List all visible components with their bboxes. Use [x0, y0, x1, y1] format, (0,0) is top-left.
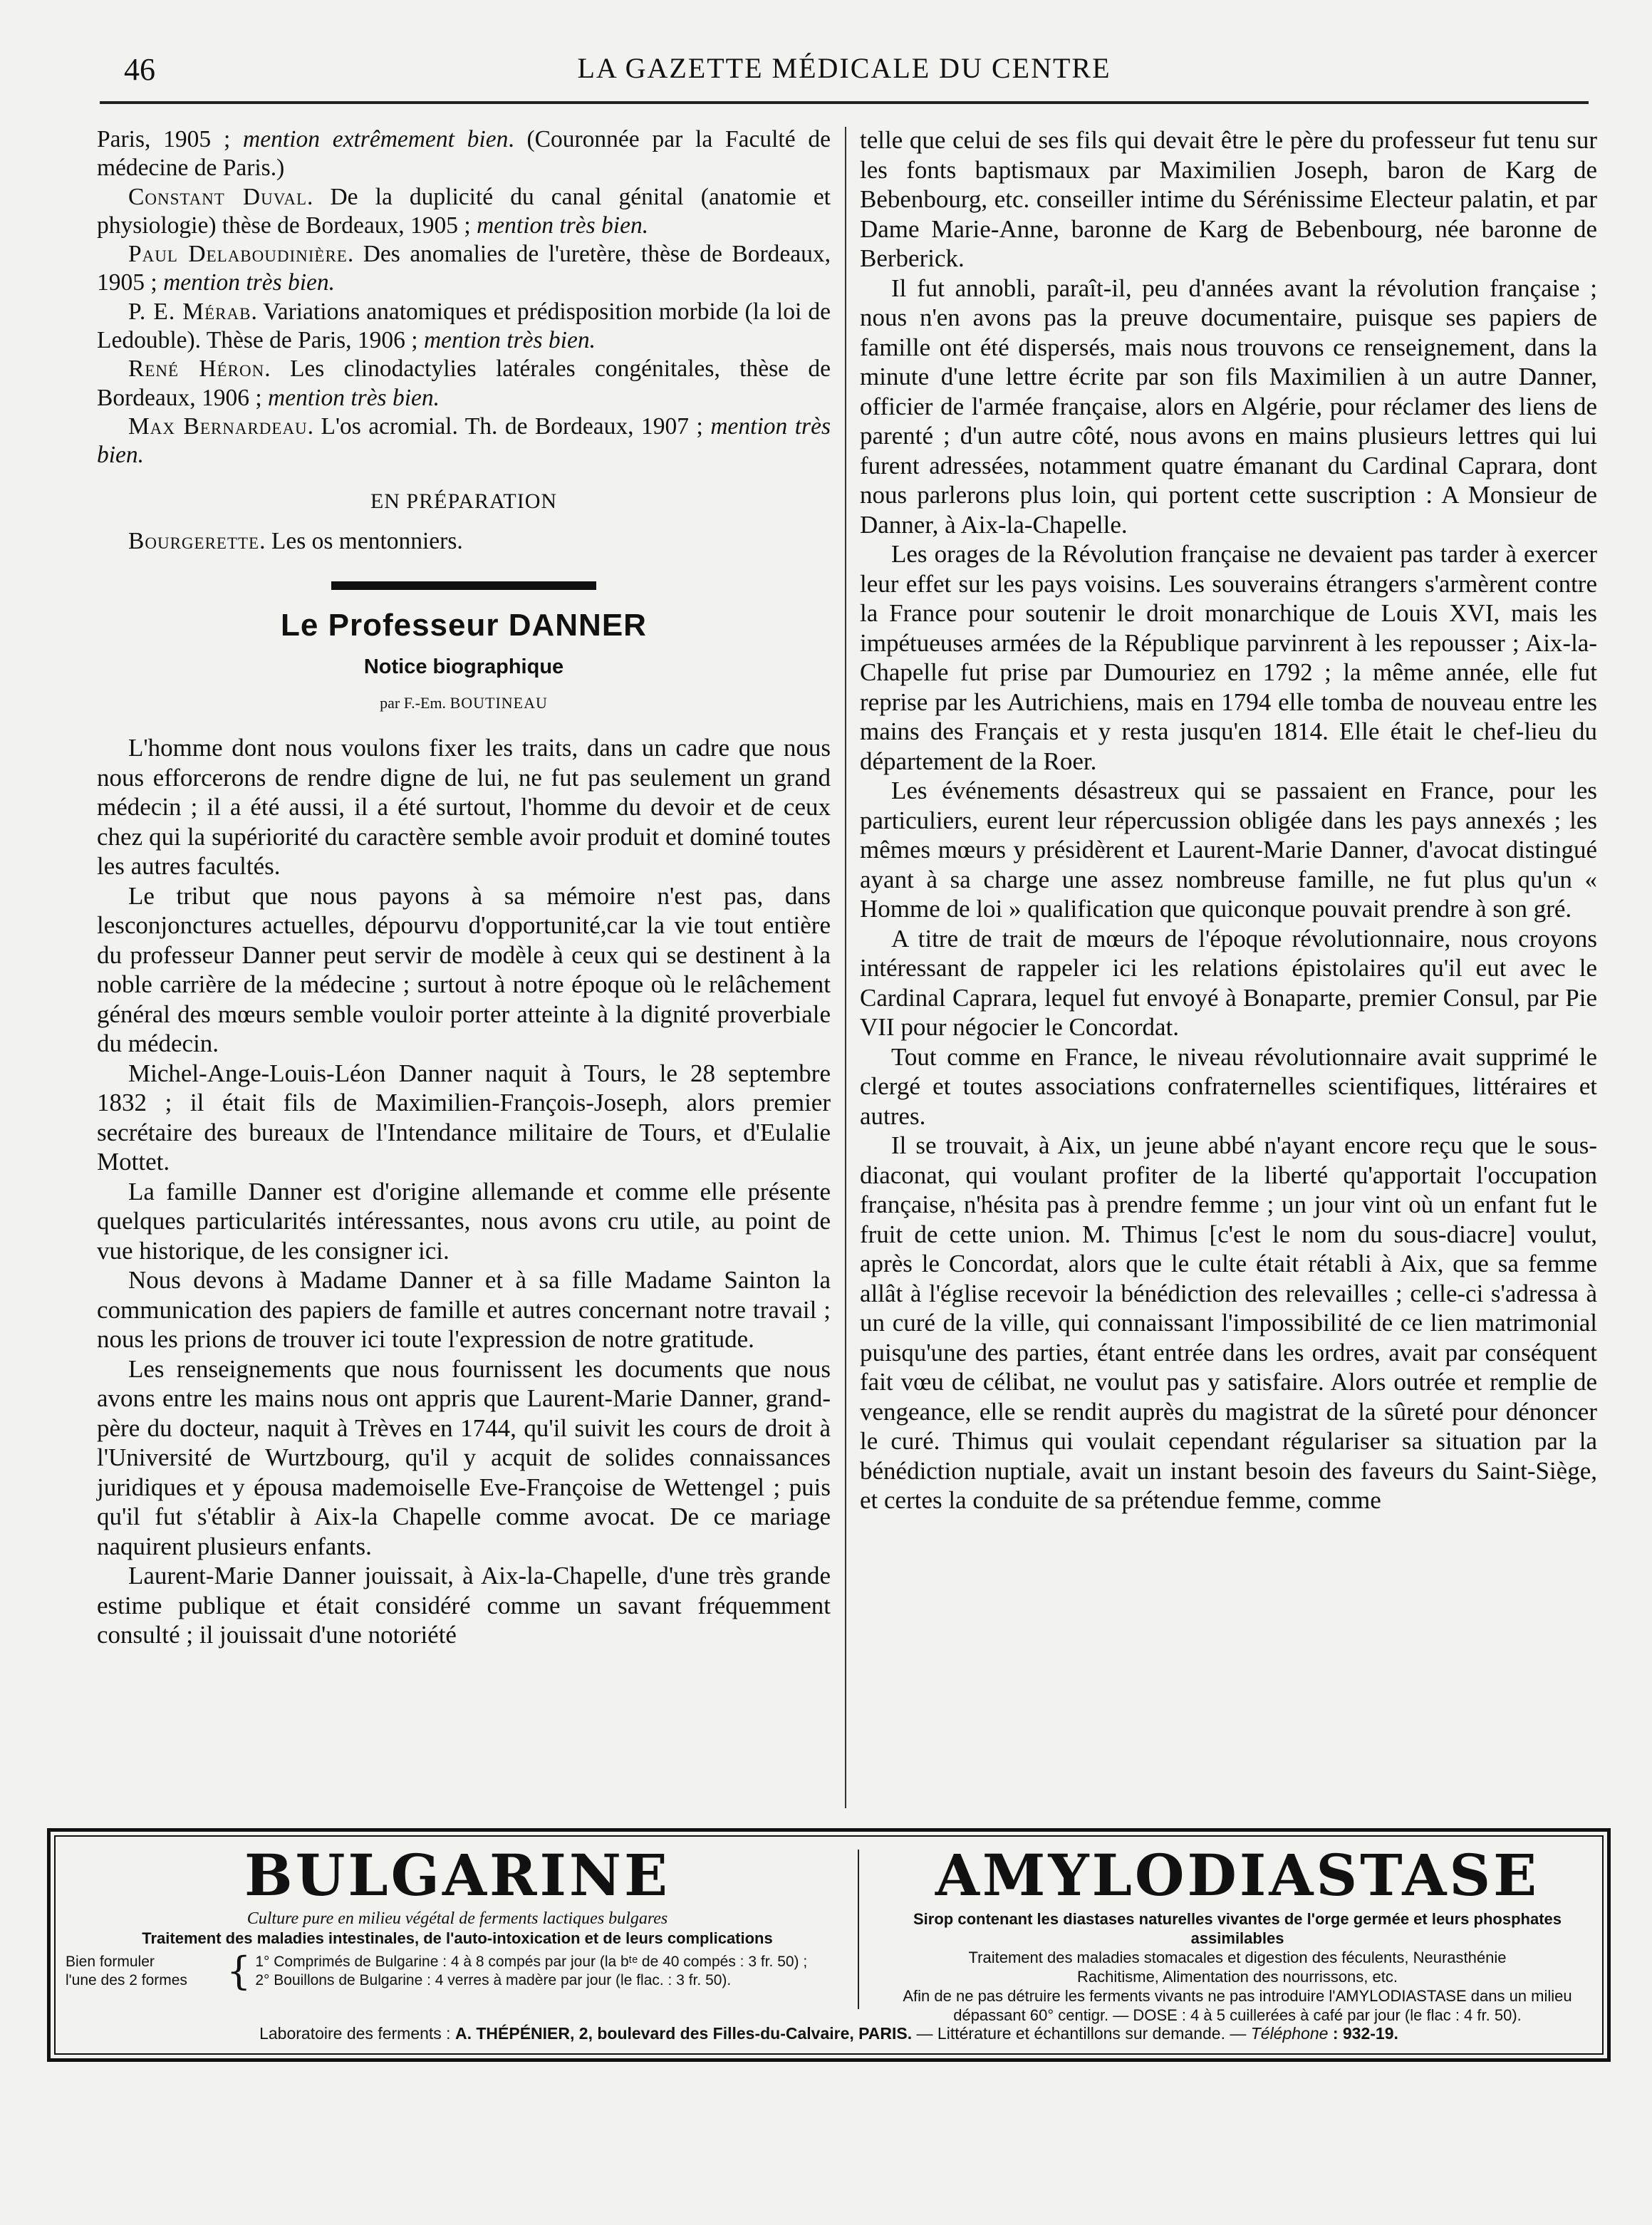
forms-options: 1° Comprimés de Bulgarine : 4 à 8 compés par jour (la bᵗᵉ de 40 compés : 3 fr. 50) ; 2° Bouillons de Bulgarine : 4 verres à madère par jour (le flac. : 3 fr. 50).: [255, 1954, 808, 1988]
brace-icon: {: [227, 1949, 251, 1993]
page-header: [100, 48, 1589, 91]
advertisement-divider: [858, 1850, 859, 2009]
preparation-heading: EN PRÉPARATION: [370, 489, 558, 513]
body-paragraph: L'homme dont nous voulons fixer les traits, dans un cadre que nous nous efforcerons de rendre digne de lui, ne fut pas seulement un grand médecin ; il a été aussi, il a été surtout, l'homme du devoir et de ceux chez qui la supériorité du caractère semble avoir produit et dominé toutes les autres facultés.: [97, 734, 831, 881]
right-column: [860, 125, 1597, 1515]
body-paragraph: Les orages de la Révolution française ne devaient pas tarder à exercer leur effet sur les pays voisins. Les souverains étrangers s'armèrent contre la France pour soutenir le droit monarchique de Louis XVI, mais les impétueuses armées de la République parvinrent à les repousser ; Aix-la-Chapelle fut prise par Dumouriez en 1792 ; la même année, elle fut reprise par les Autrichiens, mais en 1794 elle tomba de nouveau entre les mains des Français et y resta jusqu'en 1814. Elle était le chef-lieu du département de la Roer.: [860, 540, 1597, 775]
article-body-left: [97, 733, 831, 1650]
body-paragraph: Il se trouvait, à Aix, un jeune abbé n'ayant encore reçu que le sous-diaconat, qui voulant profiter de la liberté qu'apportait l'occupation française, n'hésita pas à prendre femme ; un jour vint où un enfant fut le fruit de cette union. M. Thimus [c'est le nom du sous-diacre] voulut, après le Concordat, alors que le culte était rétabli à Aix, que sa femme allât à l'église recevoir la bénédiction des relevailles ; celle-ci s'adressa à un curé de la ville, qui connaissant l'impossibilité de ce lien matrimonial puisqu'une des parties, étant entrée dans les ordres, avait par conséquent fait vœu de célibat, ne voulut pas y satisfaire. Alors outrée et remplie de vengeance, elle se rendit auprès du magistrat de la sûreté pour dénoncer le curé. Thimus qui voulait cependant régulariser sa situation par la bénédiction nuptiale, avait un instant besoin des faveurs du Saint-Siège, et certes la conduite de sa prétendue femme, comme: [860, 1131, 1597, 1514]
body-paragraph: Tout comme en France, le niveau révolutionnaire avait supprimé le clergé et toutes associations confraternelles scientifiques, littéraires et autres.: [860, 1042, 1597, 1130]
reference-item: Paris, 1905 ; mention extrêmement bien. (Couronnée par la Faculté de médecine de Paris.): [97, 126, 831, 182]
advertisement-inner-frame: [54, 1835, 1604, 2055]
body-paragraph: telle que celui de ses fils qui devait être le père du professeur fut tenu sur les fonts baptismaux par Maximilien Joseph, baron de Karg de Bebenbourg, etc. conseiller intime du Sérénissime Electeur palatin, et par Dame Marie-Anne, baronne de Karg de Bebenbourg, née baronne de Berberick.: [860, 126, 1597, 272]
bulgarine-forms: [66, 1949, 849, 1993]
reference-item: P. E. Mérab. Variations anatomiques et prédisposition morbide (la loi de Ledouble). Thèse de Paris, 1906 ; mention très bien.: [97, 298, 831, 354]
reference-item: Constant Duval. De la duplicité du canal génital (anatomie et physiologie) thèse de Bordeaux, 1905 ; mention très bien.: [97, 183, 831, 239]
body-paragraph: Les renseignements que nous fournissent les documents que nous avons entre les mains nous ont appris que Laurent-Marie Danner, grand-père du docteur, naquit à Trèves en 1744, qu'il suivit les cours de droit à l'Université de Wurtzbourg, qu'il y acquit de solides connaissances juridiques et y épousa mademoiselle Eve-Françoise de Wettengel ; puis qu'il fut s'établir à Aix-la Chapelle comme avocat. De ce mariage naquirent plusieurs enfants.: [97, 1354, 831, 1560]
reference-item: Paul Delaboudinière. Des anomalies de l'uretère, thèse de Bordeaux, 1905 ; mention très bien.: [97, 241, 831, 296]
article-byline: par F.-Em. BOUTINEAU: [380, 693, 548, 712]
body-paragraph: Nous devons à Madame Danner et à sa fille Madame Sainton la communication des papiers de famille et autres concernant notre travail ; nous les prions de trouver ici toute l'expression de notre gratitude.: [97, 1266, 831, 1354]
reference-list: [97, 125, 831, 470]
article-title: Le Professeur DANNER: [281, 608, 647, 643]
page-number: 46: [124, 52, 155, 87]
body-paragraph: La famille Danner est d'origine allemande et comme elle présente quelques particularités intéressantes, nous avons cru utile, au point de vue historique, de les consigner ici.: [97, 1177, 831, 1265]
amylodiastase-line: Afin de ne pas détruire les ferments vivants ne pas introduire l'AMYLODIASTASE dans un milieu: [903, 1987, 1572, 2005]
advertisement-footer: Laboratoire des ferments : A. THÉPÉNIER, 2, boulevard des Filles-du-Calvaire, PARIS. — Littérature et échantillons sur demande. — Téléphone : 932-19.: [259, 2024, 1398, 2043]
telephone-number: : 932-19.: [1328, 2024, 1398, 2043]
column-divider: [845, 127, 846, 1808]
article-subtitle: Notice biographique: [363, 655, 564, 679]
laboratory-address: A. THÉPÉNIER, 2, boulevard des Filles-du-Calvaire, PARIS.: [454, 2024, 913, 2043]
amylodiastase-line: Sirop contenant les diastases naturelles vivantes de l'orge germée et leurs phosphates assimilables: [913, 1910, 1562, 1947]
body-paragraph: Le tribut que nous payons à sa mémoire n'est pas, dans lesconjonctures actuelles, dépourvu d'opportunité,car la vie tout entière du professeur Danner peut servir de modèle à ceux qui se destinent à la noble carrière de la médecine ; surtout à notre époque où le relâchement général des mœurs semble vouloir porter atteinte à la dignité proverbiale du médecin.: [97, 881, 831, 1058]
amylodiastase-brand: AMYLODIASTASE: [935, 1842, 1540, 1909]
amylodiastase-line: Traitement des maladies stomacales et digestion des féculents, Neurasthénie: [968, 1949, 1507, 1966]
journal-title: LA GAZETTE MÉDICALE DU CENTRE: [577, 52, 1111, 84]
amylodiastase-line: Rachitisme, Alimentation des nourrissons, etc.: [1077, 1968, 1398, 1986]
body-paragraph: Laurent-Marie Danner jouissait, à Aix-la-Chapelle, d'une très grande estime publique et était considéré comme un savant fréquemment consulté ; il jouissait d'une notoriété: [97, 1562, 831, 1649]
body-paragraph: A titre de trait de mœurs de l'époque révolutionnaire, nous croyons intéressant de rappeler ici les relations épistolaires qu'il eut avec le Cardinal Caprara, lequel fut envoyé à Bonaparte, premier Consul, par Pie VII pour négocier le Concordat.: [860, 924, 1597, 1041]
preparation-item: Bourgerette. Les os mentonniers.: [128, 527, 463, 554]
left-column: [97, 125, 831, 1650]
advertisement-box: [47, 1828, 1611, 2062]
section-separator-bar: [331, 581, 596, 590]
author-name: BOUTINEAU: [450, 693, 548, 712]
forms-label: Bien formuler l'une des 2 formes: [66, 1954, 187, 1988]
bulgarine-ad: [66, 1841, 849, 1991]
body-paragraph: Les événements désastreux qui se passaient en France, pour les particuliers, eurent leur répercussion obligée dans les pays annexés ; les mêmes mœurs y présidèrent et Laurent-Marie Danner, d'avocat distingué ayant à sa charge une assez nombreuse famille, ne fut plus qu'un « Homme de loi » qualification que quiconque pouvait prendre à son gré.: [860, 777, 1597, 923]
amylodiastase-ad: [868, 1841, 1607, 2025]
bulgarine-brand: BULGARINE: [244, 1842, 671, 1909]
reference-item: Max Bernardeau. L'os acromial. Th. de Bordeaux, 1907 ; mention très bien.: [97, 413, 831, 469]
header-rule: [100, 101, 1589, 104]
bulgarine-indication: Traitement des maladies intestinales, de l'auto-intoxication et de leurs complications: [142, 1929, 773, 1947]
body-paragraph: Michel-Ange-Louis-Léon Danner naquit à Tours, le 28 septembre 1832 ; il était fils de Maximilien-François-Joseph, alors premier secrétaire des bureaux de l'Intendance militaire de Tours, et d'Eulalie Mottet.: [97, 1059, 831, 1176]
amylodiastase-line: dépassant 60° centigr. — DOSE : 4 à 5 cuillerées à café par jour (le flac : 4 fr. 50).: [953, 2006, 1522, 2024]
body-paragraph: Il fut annobli, paraît-il, peu d'années avant la révolution française ; nous n'en avons pas la preuve documentaire, puisque ses papiers de famille ont été dispersés, mais nous trouvons ce renseignement, dans la minute d'une lettre écrite par son fils Maximilien à un autre Danner, officier de l'armée française, alors en Algérie, pour réclamer des liens de parenté ; d'un autre côté, nous avons en mains plusieurs lettres qui lui furent adressées, notamment quatre émanant du Cardinal Caprara, dont nous parlerons plus loin, qui portent cette suscription : A Monsieur de Danner, à Aix-la-Chapelle.: [860, 274, 1597, 539]
reference-item: René Héron. Les clinodactylies latérales congénitales, thèse de Bordeaux, 1906 ; mention très bien.: [97, 356, 831, 411]
bulgarine-tagline: Culture pure en milieu végétal de ferments lactiques bulgares: [246, 1909, 668, 1928]
